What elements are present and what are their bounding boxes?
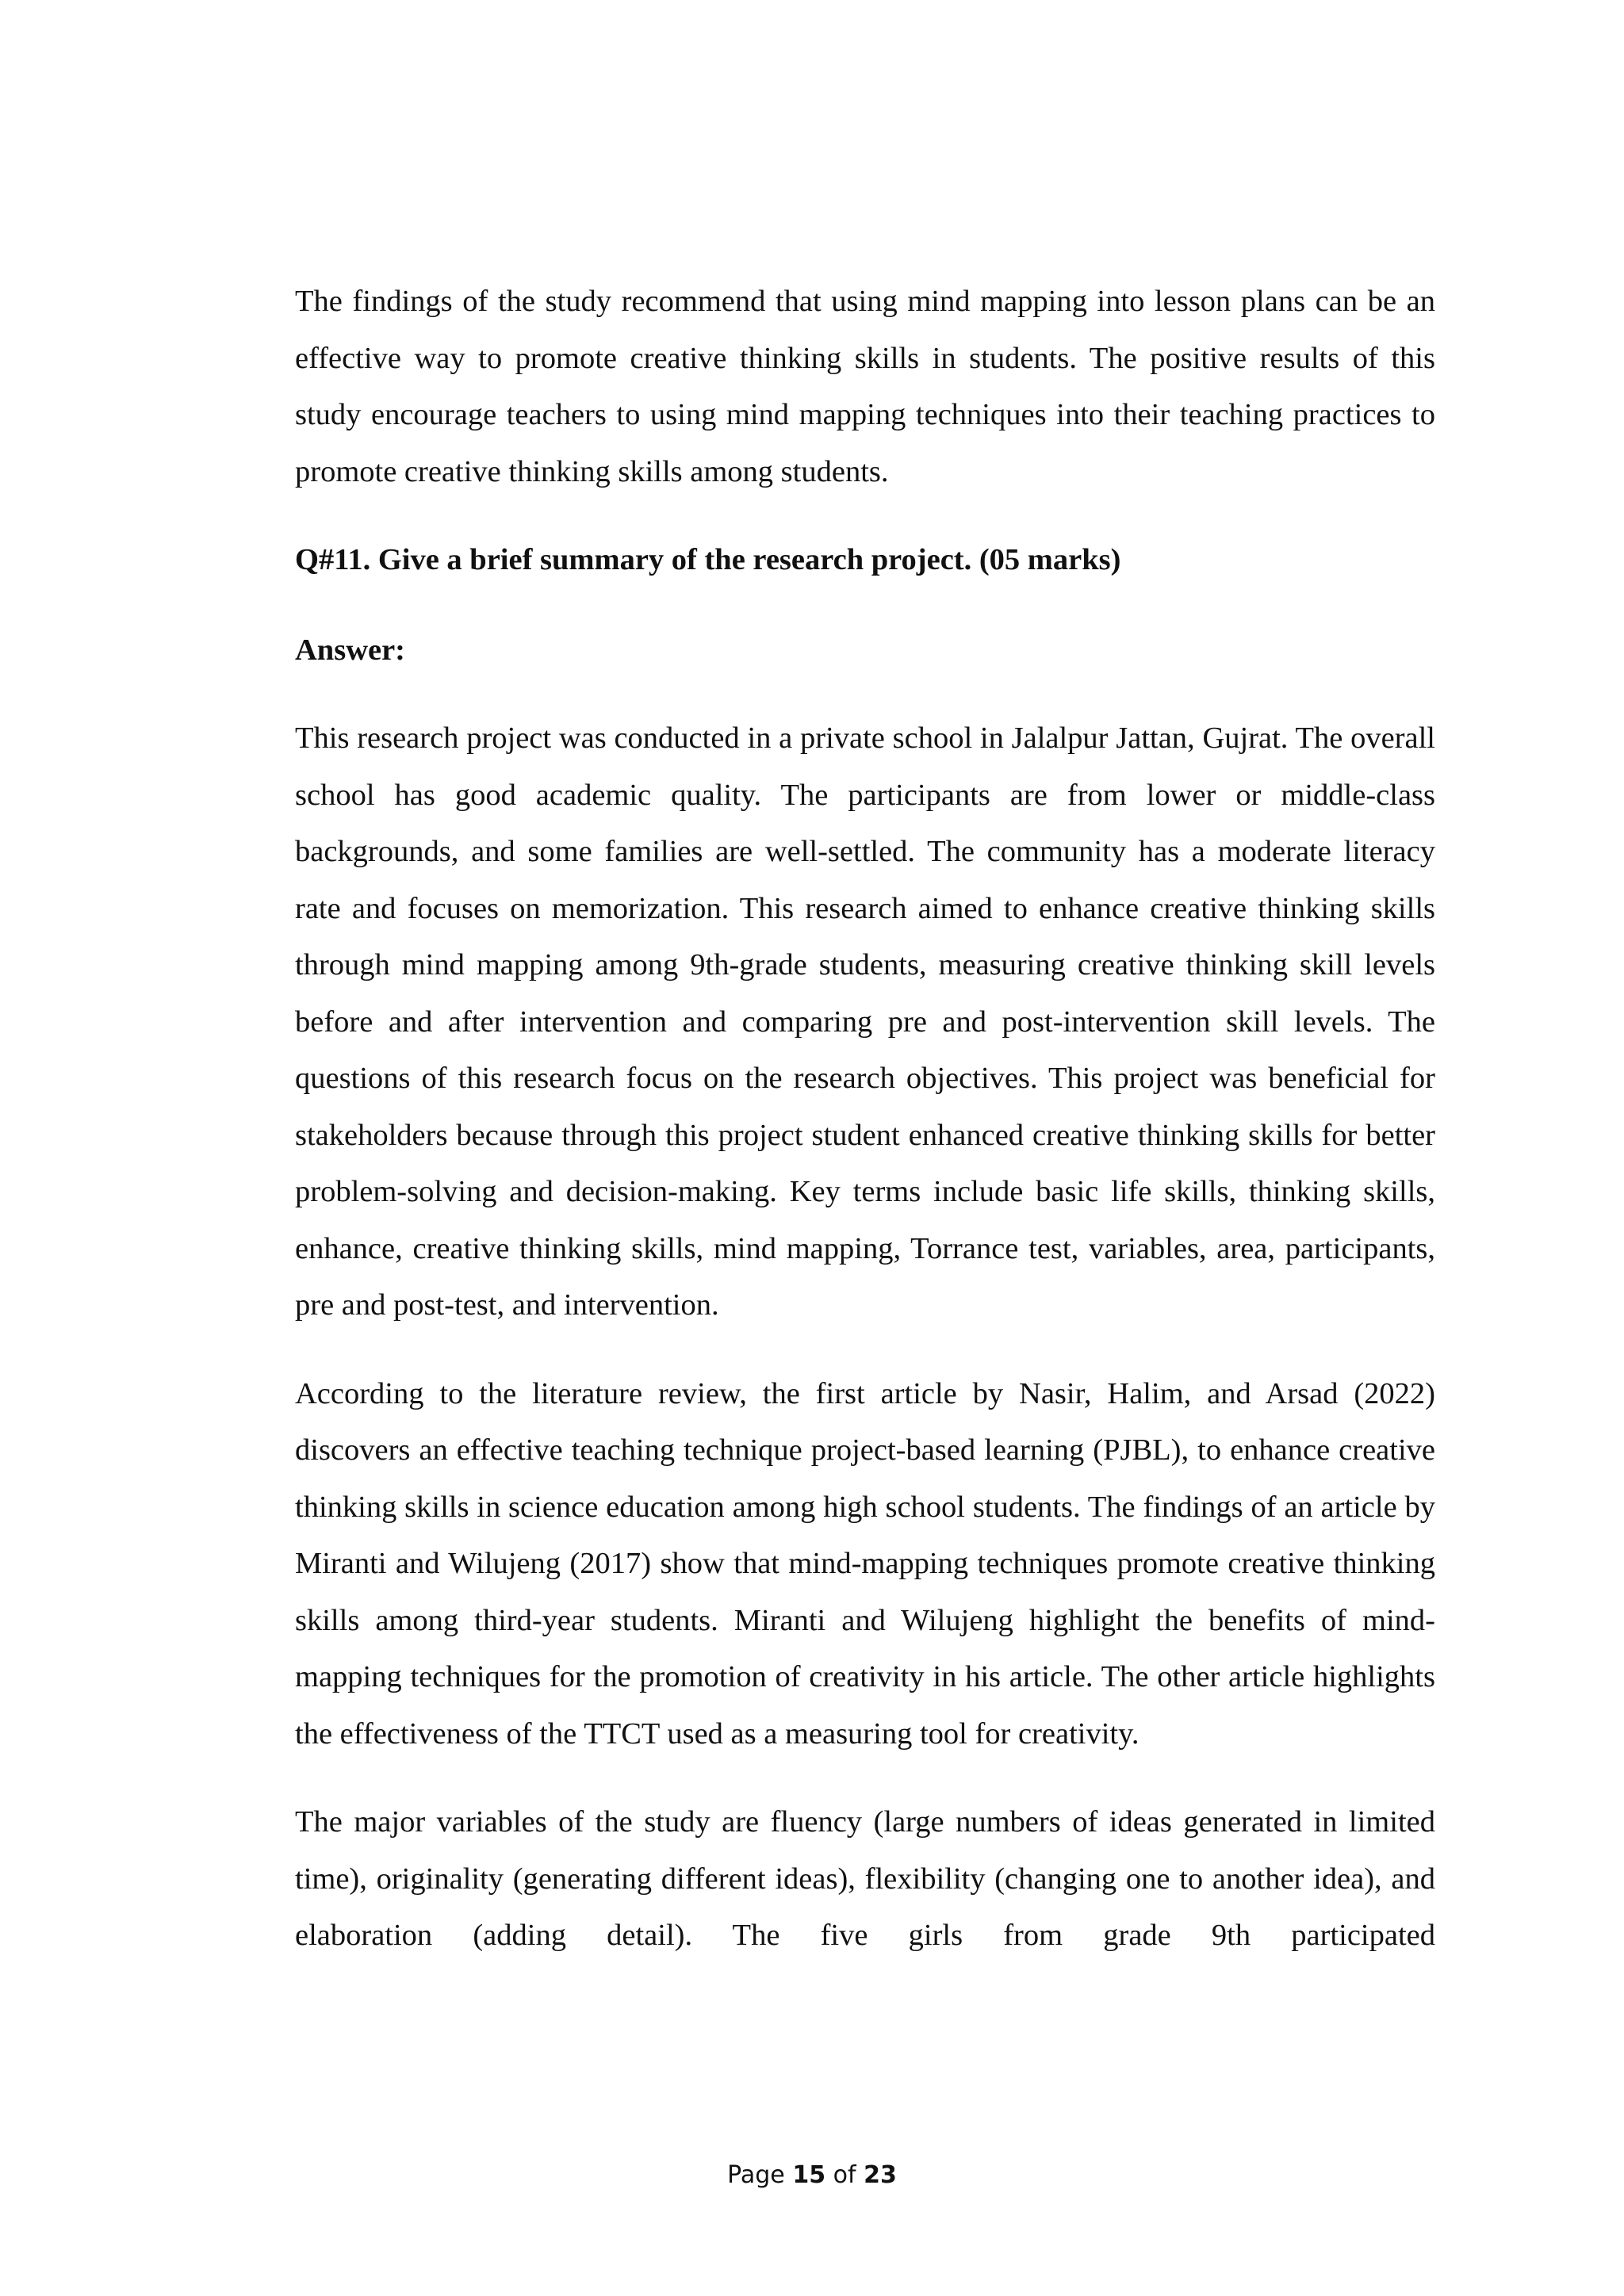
current-page-number: 15 xyxy=(792,2161,826,2189)
page-footer xyxy=(0,2161,1624,2189)
page-content xyxy=(295,274,1435,1996)
literature-review-paragraph: According to the literature review, the first article by Nasir, Halim, and Arsad (2022) discovers an effective teaching technique project-based learning (PJBL), to enhance creative thinking skills in science education among high school students. The findings of an article by Miranti and Wilujeng (2017) show that mind-mapping techniques promote creative thinking skills among third-year students. Miranti and Wilujeng highlight the benefits of mind-mapping techniques for the promotion of creativity in his article. The other article highlights the effectiveness of the TTCT used as a measuring tool for creativity. xyxy=(295,1376,1435,1751)
findings-paragraph: The findings of the study recommend that using mind mapping into lesson plans can be an effective way to promote creative thinking skills in students. The positive results of this study encourage teachers to using mind mapping techniques into their teaching practices to promote creative thinking skills among students. xyxy=(295,285,1435,488)
summary-paragraph: This research project was conducted in a private school in Jalalpur Jattan, Gujrat. The overall school has good academic quality. The participants are from lower or middle-class backgrounds, and some families are well-settled. The community has a moderate literacy rate and focuses on memorization. This research aimed to enhance creative thinking skills through mind mapping among 9th-grade students, measuring creative thinking skill levels before and after intervention and comparing pre and post-intervention skill levels. The questions of this research focus on the research objectives. This project was beneficial for stakeholders because through this project student enhanced creative thinking skills for better problem-solving and decision-making. Key terms include basic life skills, thinking skills, enhance, creative thinking skills, mind mapping, Torrance test, variables, area, participants, pre and post-test, and intervention. xyxy=(295,721,1435,1322)
total-page-number: 23 xyxy=(864,2161,897,2189)
page-label: Page xyxy=(727,2161,785,2189)
question-heading: Q#11. Give a brief summary of the research project. (05 marks) xyxy=(295,543,1121,576)
variables-paragraph: The major variables of the study are fluency (large numbers of ideas generated in limited time), originality (generating different ideas), flexibility (changing one to another idea), and elaboration (adding detail). The five girls from grade 9th participated xyxy=(295,1805,1435,1952)
page-of-label: of xyxy=(833,2161,856,2189)
answer-label: Answer: xyxy=(295,633,405,667)
